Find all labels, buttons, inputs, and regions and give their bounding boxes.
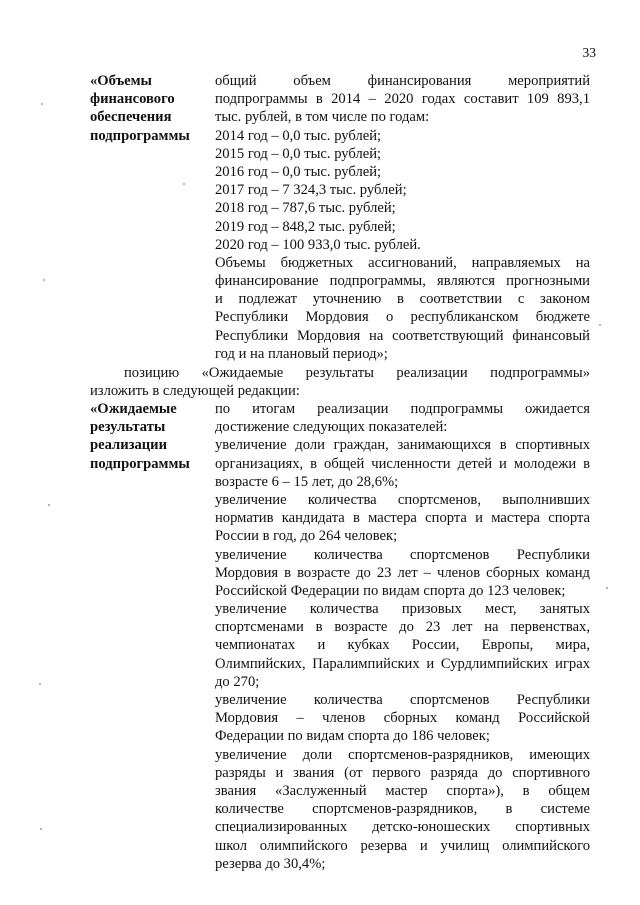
expected-results-line: увеличение количества спортсменов, выполнивших bbox=[215, 491, 590, 508]
scan-speck bbox=[183, 183, 185, 185]
funding-paragraph-line: год и на плановый период»; bbox=[215, 345, 388, 362]
expected-results-line: организациях, в общей численности детей и молодежи в bbox=[215, 455, 590, 472]
funding-section bbox=[90, 72, 590, 362]
expected-results-line: увеличение доли спортсменов-разрядников, имеющих bbox=[215, 746, 590, 763]
funding-year-line: 2016 год – 0,0 тыс. рублей; bbox=[215, 163, 382, 180]
funding-paragraph-line: Республики Мордовия о республиканском бюджете bbox=[215, 309, 590, 326]
expected-results-line: количестве спортсменов-разрядников, в системе bbox=[215, 801, 590, 818]
funding-paragraph-line: Объемы бюджетных ассигнований, направляемых на bbox=[215, 254, 590, 271]
funding-year-line: 2018 год – 787,6 тыс. рублей; bbox=[215, 200, 396, 217]
expected-results-line: увеличение количества спортсменов Республики bbox=[215, 692, 590, 708]
expected-results-line: увеличение количества призовых мест, занятых bbox=[215, 601, 590, 618]
expected-results-label bbox=[90, 400, 202, 473]
expected-results-section bbox=[90, 400, 590, 880]
funding-text-line: тыс. рублей, в том числе по годам: bbox=[215, 109, 430, 126]
expected-results-line: возрасте 6 – 15 лет, до 28,6%; bbox=[215, 473, 399, 490]
funding-year-line: 2020 год – 100 933,0 тыс. рублей. bbox=[215, 236, 421, 253]
expected-results-line: Олимпийских, Паралимпийских и Сурдлимпийских играх bbox=[215, 655, 590, 672]
funding-label-line: «Объемы bbox=[90, 73, 152, 89]
expected-results-line: до 270; bbox=[215, 673, 260, 690]
funding-paragraph-line: финансирование подпрограммы, являются прогнозными bbox=[215, 273, 590, 290]
expected-results-line: достижение следующих показателей: bbox=[215, 419, 448, 436]
expected-results-line: Мордовия – членов сборных команд Российской bbox=[215, 710, 590, 727]
funding-year-line: 2014 год – 0,0 тыс. рублей; bbox=[215, 127, 382, 144]
expected-results-line: спортсменами в возрасте до 23 лет на первенствах, bbox=[215, 619, 590, 636]
scan-speck bbox=[40, 828, 42, 830]
funding-paragraph-line: и подлежат уточнению в соответствии с законом bbox=[215, 291, 590, 308]
scan-speck bbox=[48, 504, 50, 506]
funding-text-line: общий объем финансирования мероприятий bbox=[215, 73, 590, 89]
expected-results-line: Федерации по видам спорта до 186 человек; bbox=[215, 728, 490, 745]
scan-speck bbox=[606, 587, 608, 589]
funding-year-line: 2017 год – 7 324,3 тыс. рублей; bbox=[215, 182, 407, 199]
funding-text bbox=[215, 72, 590, 363]
expected-results-label-line: результаты bbox=[90, 419, 166, 436]
expected-results-line: резерва до 30,4%; bbox=[215, 855, 326, 872]
expected-results-line: чемпионатах и кубках России, Европы, мира, bbox=[215, 637, 590, 654]
expected-results-line: увеличение количества спортсменов Республики bbox=[215, 546, 590, 563]
expected-results-label-line: подпрограммы bbox=[90, 455, 190, 472]
expected-results-line: Мордовия в возрасте до 23 лет – членов сборных команд bbox=[215, 564, 590, 581]
expected-results-label-line: реализации bbox=[90, 437, 168, 454]
expected-results-line: школ олимпийского резерва и училищ олимпийского bbox=[215, 837, 590, 854]
scan-speck bbox=[41, 103, 43, 105]
expected-results-label-line: «Ожидаемые bbox=[90, 401, 177, 417]
position-instruction-line: позицию «Ожидаемые результаты реализации подпрограммы» bbox=[124, 365, 590, 381]
scan-speck bbox=[43, 279, 45, 281]
expected-results-line: специализированных детско-юношеских спортивных bbox=[215, 819, 590, 836]
funding-paragraph-line: Республики Мордовия на соответствующий финансовый bbox=[215, 327, 590, 344]
expected-results-line: увеличение доли граждан, занимающихся в спортивных bbox=[215, 437, 590, 454]
expected-results-line: Российской Федерации по видам спорта до 123 человек; bbox=[215, 582, 566, 599]
funding-year-line: 2015 год – 0,0 тыс. рублей; bbox=[215, 145, 382, 162]
funding-label-line: обеспечения bbox=[90, 109, 172, 126]
expected-results-line: норматив кандидата в мастера спорта и мастера спорта bbox=[215, 510, 590, 527]
funding-label-line: подпрограммы bbox=[90, 127, 190, 144]
funding-label bbox=[90, 72, 202, 145]
funding-text-line: подпрограммы в 2014 – 2020 годах составит 109 893,1 bbox=[215, 91, 590, 108]
position-instruction bbox=[90, 364, 590, 400]
expected-results-line: разряды и звания (от первого разряда до спортивного bbox=[215, 764, 590, 781]
funding-label-line: финансового bbox=[90, 91, 175, 108]
scan-speck bbox=[39, 683, 41, 685]
page-number: 33 bbox=[582, 45, 596, 60]
expected-results-line: России в год, до 264 человек; bbox=[215, 528, 398, 545]
expected-results-line: по итогам реализации подпрограммы ожидается bbox=[215, 401, 590, 417]
expected-results-line: звания «Заслуженный мастер спорта»), в общем bbox=[215, 782, 590, 799]
expected-results-text bbox=[215, 400, 590, 873]
funding-year-line: 2019 год – 848,2 тыс. рублей; bbox=[215, 218, 396, 235]
scan-speck bbox=[599, 324, 601, 326]
position-instruction-line: изложить в следующей редакции: bbox=[90, 383, 300, 400]
